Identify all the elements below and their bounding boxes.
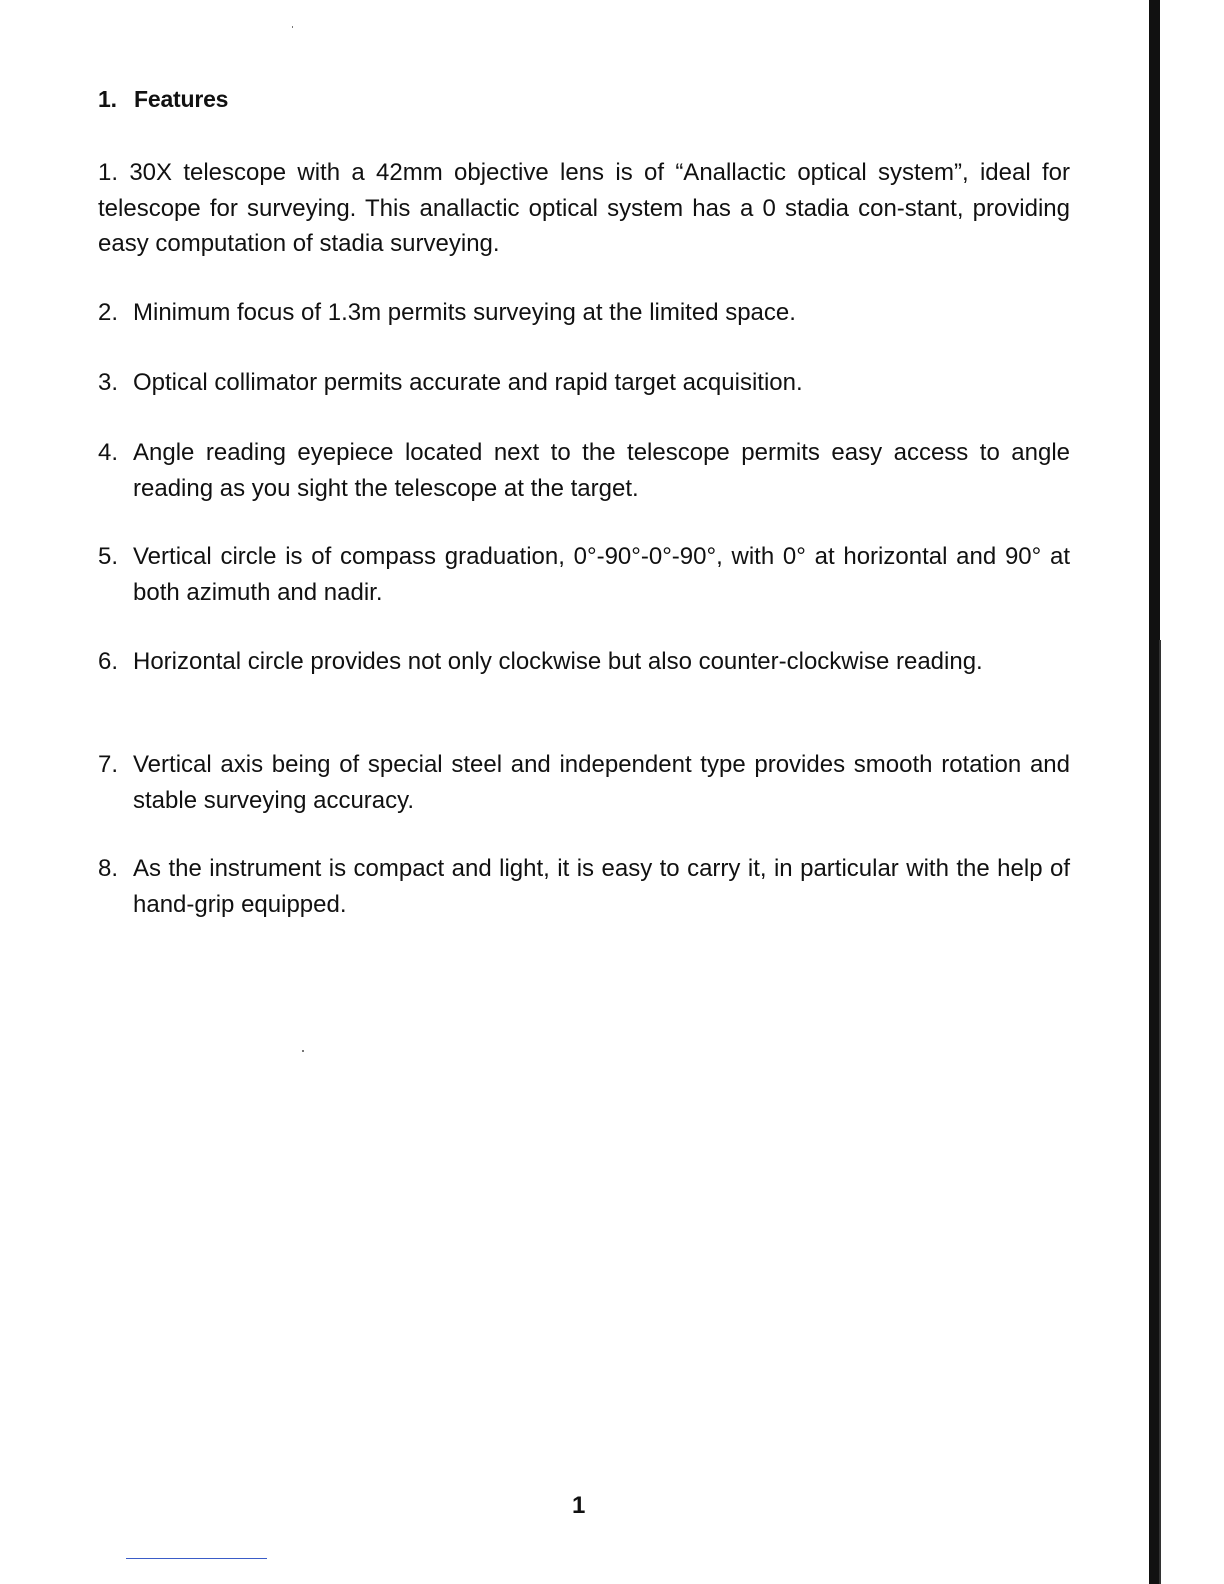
feature-number: 7. — [98, 751, 119, 778]
page-number: 1 — [572, 1492, 586, 1519]
feature-item — [98, 435, 1070, 506]
feature-text: Vertical circle is of compass graduation, 0°-90°-0°-90°, with 0° at horizontal and 90° at both azimuth and nadir. — [133, 543, 1070, 606]
feature-item-1: 1. 30X telescope with a 42mm objective lens is of “Anallactic optical system”, ideal for telescope for surveying. This anallactic optical system has a 0 stadia con-stant, providing easy computation of stadia surveying. — [98, 159, 1070, 257]
feature-text: Optical collimator permits accurate and rapid target acquisition. — [133, 369, 803, 396]
footer-rule — [126, 1558, 267, 1559]
scan-speck — [302, 1050, 304, 1052]
scan-edge-line — [1159, 640, 1161, 1584]
feature-text: As the instrument is compact and light, it is easy to carry it, in particular with the help of hand-grip equipped. — [133, 855, 1070, 918]
feature-number: 5. — [98, 543, 119, 570]
feature-item — [98, 539, 1070, 610]
feature-text: Angle reading eyepiece located next to the telescope permits easy access to angle reading as you sight the telescope at the target. — [133, 439, 1070, 502]
feature-number: 8. — [98, 855, 119, 882]
feature-text: Minimum focus of 1.3m permits surveying at the limited space. — [133, 299, 796, 326]
feature-text: Horizontal circle provides not only clockwise but also counter-clockwise reading. — [133, 648, 983, 675]
section-number: 1. — [98, 86, 117, 112]
feature-number: 2. — [98, 299, 119, 326]
feature-number: 4. — [98, 439, 119, 466]
feature-number: 3. — [98, 369, 119, 396]
section-heading — [98, 86, 228, 113]
section-title: Features — [134, 86, 229, 112]
feature-item — [98, 365, 1070, 401]
feature-number: 6. — [98, 648, 119, 675]
feature-item — [98, 851, 1070, 922]
feature-item — [98, 295, 1070, 331]
feature-item — [98, 644, 1070, 680]
feature-text: Vertical axis being of special steel and independent type provides smooth rotation and stable surveying accuracy. — [133, 751, 1070, 814]
scan-speck — [292, 26, 293, 28]
feature-item — [98, 747, 1070, 818]
